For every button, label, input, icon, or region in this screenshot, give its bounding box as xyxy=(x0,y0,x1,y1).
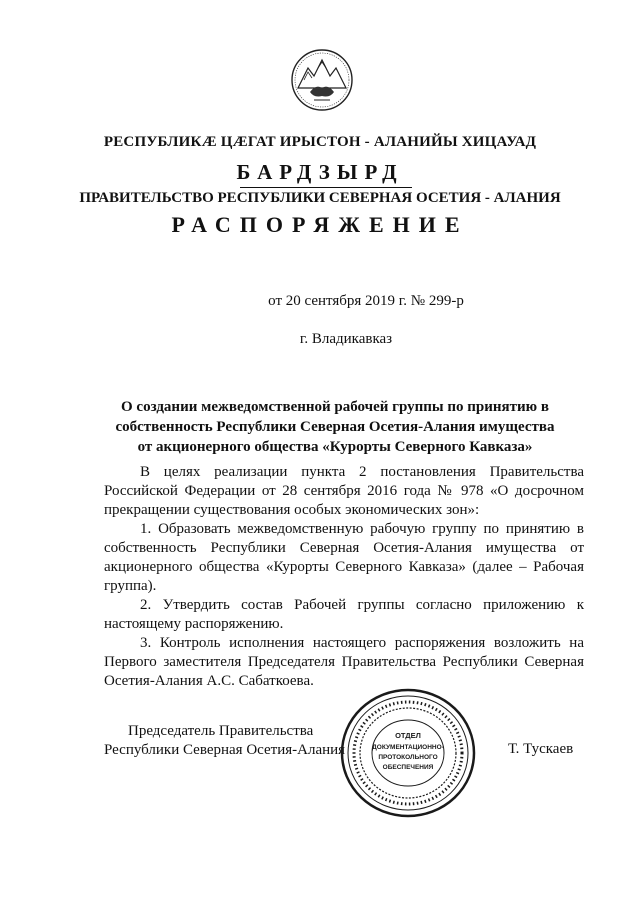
stamp-text-4: ОБЕСПЕЧЕНИЯ xyxy=(382,764,434,771)
document-body xyxy=(104,463,584,691)
position-line-1: Председатель Правительства xyxy=(128,723,314,739)
signatory-name: Т. Тускаев xyxy=(508,741,574,757)
document-title xyxy=(100,397,570,457)
date-number: от 20 сентября 2019 г. № 299-р xyxy=(268,293,464,309)
title-line-3: от акционерного общества «Курорты Северного Кавказа» xyxy=(137,439,533,455)
document-type-title: РАСПОРЯЖЕНИЕ xyxy=(171,212,469,237)
header-divider xyxy=(240,187,412,188)
title-line-2: собственность Республики Северная Осетия-Алания имущества xyxy=(115,419,555,435)
signatory-position xyxy=(104,722,345,760)
item-1-paragraph: 1. Образовать межведомственную рабочую группу по принятию в собственность Республики Северная Осетия-Алания имущества от акционерного общества «Курорты Северного Кавказа» (далее – Рабочая группа). xyxy=(104,521,584,594)
stamp-text-1: ОТДЕЛ xyxy=(395,731,421,740)
stamp-text-3: ПРОТОКОЛЬНОГО xyxy=(378,754,438,761)
item-2-paragraph: 2. Утвердить состав Рабочей группы согласно приложению к настоящему распоряжению. xyxy=(104,597,584,632)
official-stamp-icon xyxy=(338,686,478,820)
stamp-text-2: ДОКУМЕНТАЦИОННО- xyxy=(372,744,444,751)
header-bardzyrd: БАРДЗЫРД xyxy=(236,160,404,184)
item-3-paragraph: 3. Контроль исполнения настоящего распоряжения возложить на Первого заместителя Председателя Правительства Республики Северная Осетия-Алания А.С. Сабаткоева. xyxy=(104,635,584,689)
preamble-paragraph: В целях реализации пункта 2 постановления Правительства Российской Федерации от 28 сентября 2016 года № 978 «О досрочном прекращении существования особых экономических зон»: xyxy=(104,464,584,518)
header-ossetian: РЕСПУБЛИКӔ ЦӔГАТ ИРЫСТОН - АЛАНИЙЫ ХИЦАУАД xyxy=(103,134,537,150)
header-government: ПРАВИТЕЛЬСТВО РЕСПУБЛИКИ СЕВЕРНАЯ ОСЕТИЯ - АЛАНИЯ xyxy=(79,190,561,206)
coat-of-arms-icon xyxy=(290,48,354,112)
city: г. Владикавказ xyxy=(299,331,393,347)
position-line-2: Республики Северная Осетия-Алания xyxy=(104,742,346,758)
title-line-1: О создании межведомственной рабочей группы по принятию в xyxy=(121,399,549,415)
